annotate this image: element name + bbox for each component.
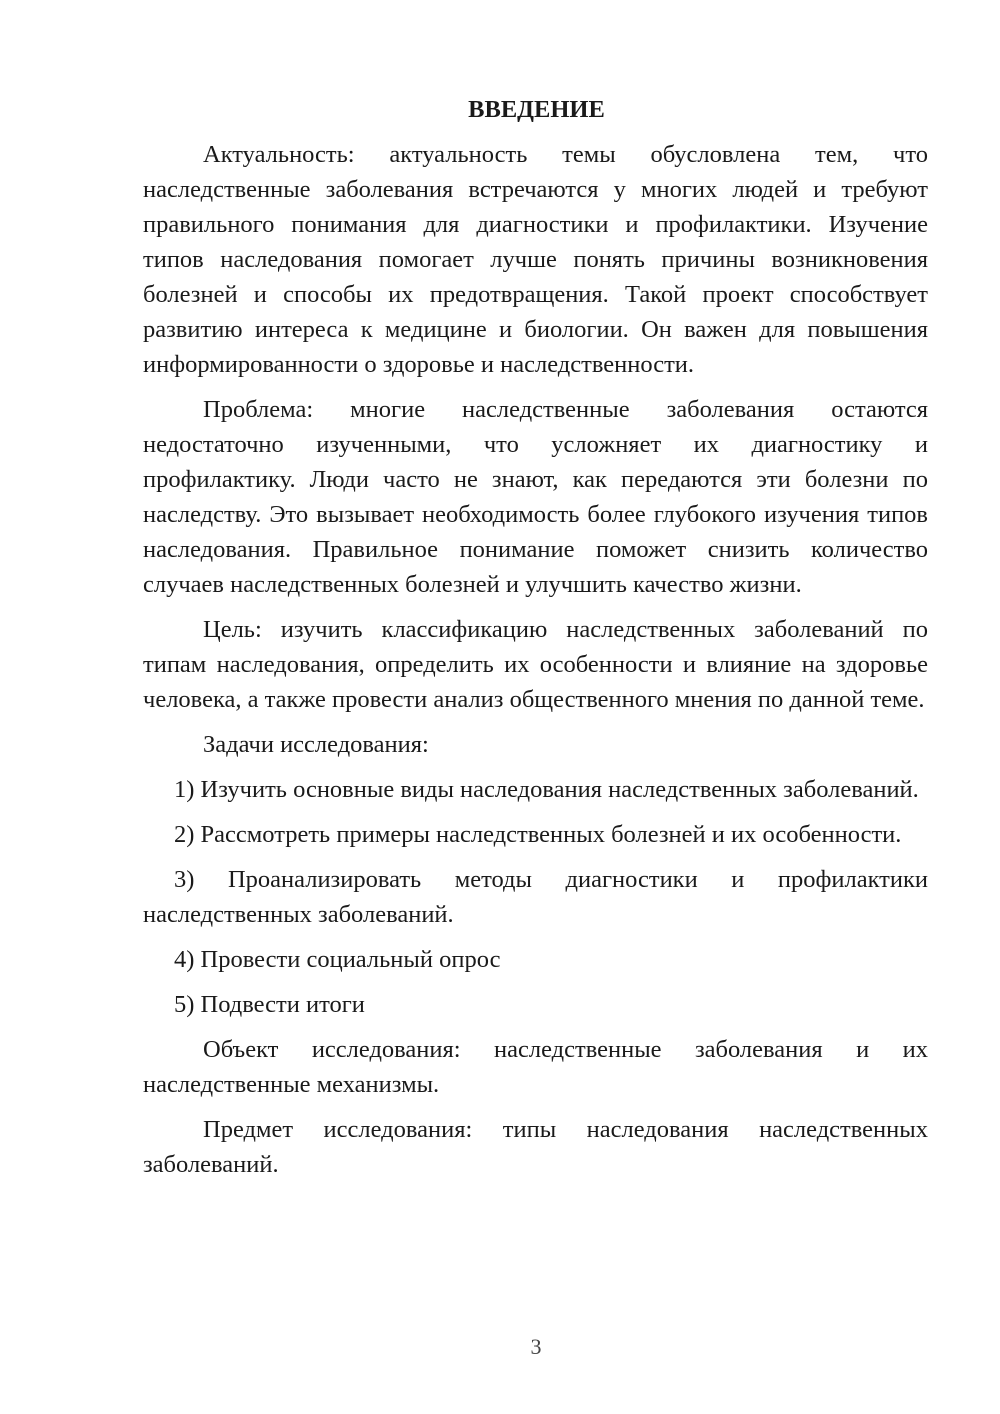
document-page (143, 92, 928, 1182)
object-paragraph: Объект исследования: наследственные заболевания и их наследственные механизмы. (143, 1036, 928, 1098)
task-item: 3) Проанализировать методы диагностики и профилактики наследственных заболеваний. (143, 866, 928, 928)
tasks-heading: Задачи исследования: (203, 731, 429, 758)
subject-paragraph: Предмет исследования: типы наследования наследственных заболеваний. (143, 1116, 928, 1178)
page-title: ВВЕДЕНИЕ (468, 96, 605, 123)
task-item: 5) Подвести итоги (174, 991, 365, 1018)
task-item: 4) Провести социальный опрос (174, 946, 501, 973)
page-number: 3 (530, 1334, 542, 1359)
problem-paragraph: Проблема: многие наследственные заболевания остаются недостаточно изученными, что усложняет их диагностику и профилактику. Люди часто не знают, как передаются эти болезни по наследству. Это вызывает необходимость более глубокого изучения типов наследования. Правильное понимание поможет снизить количество случаев наследственных болезней и улучшить качество жизни. (143, 396, 928, 598)
task-item: 2) Рассмотреть примеры наследственных болезней и их особенности. (174, 821, 902, 848)
tasks-list (143, 772, 928, 1022)
goal-paragraph: Цель: изучить классификацию наследственных заболеваний по типам наследования, определить их особенности и влияние на здоровье человека, а также провести анализ общественного мнения по данной теме. (143, 616, 928, 713)
task-item: 1) Изучить основные виды наследования наследственных заболеваний. (174, 776, 919, 803)
relevance-paragraph: Актуальность: актуальность темы обусловлена тем, что наследственные заболевания встречаются у многих людей и требуют правильного понимания для диагностики и профилактики. Изучение типов наследования помогает лучше понять причины возникновения болезней и способы их предотвращения. Такой проект способствует развитию интереса к медицине и биологии. Он важен для повышения информированности о здоровье и наследственности. (143, 141, 928, 378)
